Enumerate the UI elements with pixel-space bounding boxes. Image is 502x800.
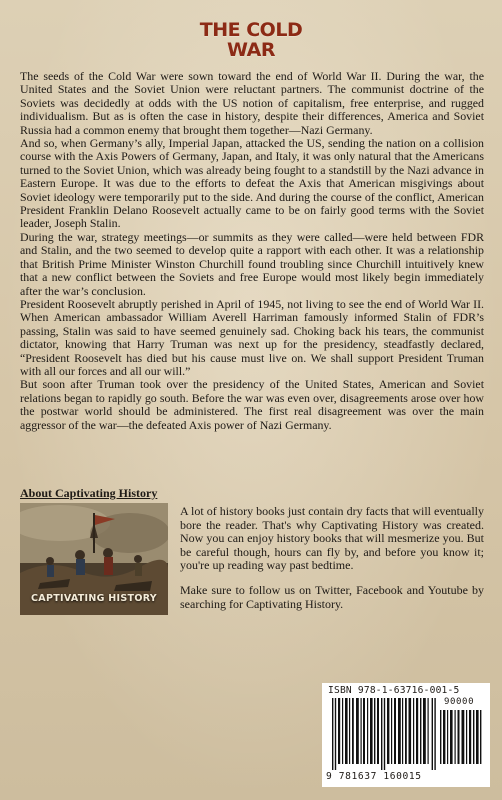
synopsis-paragraph: But soon after Truman took over the presidency of the United States, American and Soviet relations began to rapidly go south. Before the war was even over, disagreements arose over how the postwar world should be administered. The first real disagreement was over the main aggressor of the war—the defeated Axis power of Nazi Germany. [20, 377, 484, 432]
publisher-logo: CAPTIVATING HISTORY [31, 593, 157, 604]
publisher-painting [20, 503, 168, 615]
synopsis-paragraph: During the war, strategy meetings—or summits as they were called—were held between FDR and Stalin, and the two seemed to develop quite a rapport with each other. It was a relationship that British Prime Minister Winston Churchill found troubling since Churchill intuitively knew that a new conflict between the Soviets and free Europe would most likely begin immediately after the war’s conclusion. [20, 229, 484, 298]
barcode-digits: 9 781637 160015 [326, 771, 422, 782]
synopsis [20, 70, 484, 432]
about-heading: About Captivating History [20, 486, 158, 500]
title-line-1: THE COLD [199, 19, 303, 41]
ean-barcode-bars [332, 698, 436, 770]
addon-number: 90000 [444, 697, 475, 707]
book-title [0, 20, 502, 60]
addon-barcode-bars [440, 710, 482, 764]
about-text [180, 505, 484, 622]
synopsis-paragraph: And so, when Germany’s ally, Imperial Japan, attacked the US, sending the nation on a collision course with the Axis Powers of Germany, Japan, and Italy, it was only natural that the Americans turned to the Soviet Union, which was already being fought to a standstill by the Nazi advance in Eastern Europe. It was due to the efforts to defeat the Axis that American misgivings about Soviet ideology were temporarily put to the side. And during the course of the conflict, American President Franklin Delano Roosevelt actually came to be on fairly good terms with the Soviet leader, Joseph Stalin. [20, 136, 484, 231]
title-line-2: WAR [227, 39, 275, 61]
about-paragraph: A lot of history books just contain dry facts that will eventually bore the reader. That's why Captivating History was created. Now you can enjoy history books that will mesmerize you. But be careful though, hours can fly by, and before you know it; you're up reading way past bedtime. [180, 504, 484, 573]
synopsis-paragraph: The seeds of the Cold War were sown toward the end of World War II. During the war, the United States and the Soviet Union were reluctant partners. The communist doctrine of the Soviets was decidedly at odds with the US notion of capitalism, free enterprise, and rugged individualism. But as is often the case in history, despite their differences, America and Soviet Russia had a common enemy that brought them together—Nazi Germany. [20, 69, 484, 137]
about-paragraph: Make sure to follow us on Twitter, Facebook and Youtube by searching for Captivating History. [180, 582, 484, 611]
barcode [322, 683, 490, 787]
synopsis-paragraph: President Roosevelt abruptly perished in April of 1945, not living to see the end of World War II. When American ambassador William Averell Harriman famously informed Stalin of FDR’s passing, Stalin was said to have seemed genuinely sad. Choking back his tears, the communist dictator, knowing that Harry Truman was next up for the presidency, steadfastly declared, “President Roosevelt has died but his cause must live on. We shall support President Truman with all our forces and all our will.” [20, 296, 484, 378]
isbn-label: ISBN 978-1-63716-001-5 [328, 685, 460, 696]
